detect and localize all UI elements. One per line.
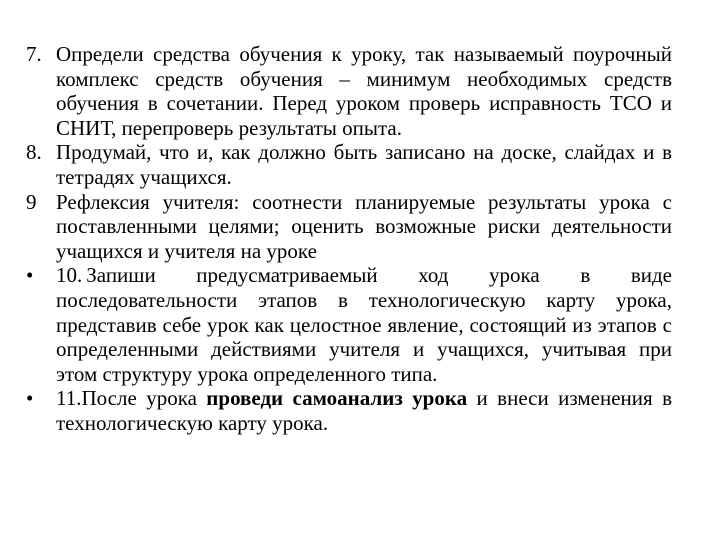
list-item-8 — [26, 140, 672, 189]
item-text: Рефлексия учителя: соотнести планируемые результаты урока с поставленными целями; оценить возможные риски деятельности учащихся и учителя на уроке — [56, 189, 672, 263]
list-item-10 — [26, 263, 672, 386]
bullet-icon: • — [26, 263, 34, 288]
item-text: Определи средства обучения к уроку, так называемый поурочный комплекс средств обучения – минимум необходимых средств обучения в сочетании. Перед уроком проверь исправность ТСО и СНИТ, перепроверь результаты опыта. — [56, 42, 672, 140]
item-number: 7. — [26, 42, 42, 66]
item-number: 9 — [26, 189, 37, 214]
list-item-9 — [26, 190, 672, 264]
item-text-before: После урока — [81, 386, 207, 411]
item-text: Запиши предусматриваемый ход урока в виде последовательности этапов в технологическую карту урока, представив себе урок как целостное явление, состоящий из этапов с определенными действиями учителя и учащихся, учитывая при этом структуру урока определенного типа. — [56, 263, 672, 386]
item-text-after: и внеси изменения в технологическую карту урока. — [56, 386, 672, 435]
item-text-bold: проведи самоанализ урока — [206, 386, 468, 411]
instruction-list — [26, 42, 672, 436]
bullet-icon: • — [26, 386, 34, 411]
list-item-7 — [26, 42, 672, 140]
list-item-11 — [26, 386, 672, 435]
item-number: 10. — [56, 263, 83, 288]
item-text: Продумай, что и, как должно быть записано на доске, слайдах и в тетрадях учащихся. — [56, 140, 672, 189]
item-number: 11. — [56, 386, 82, 411]
item-number: 8. — [26, 140, 42, 165]
